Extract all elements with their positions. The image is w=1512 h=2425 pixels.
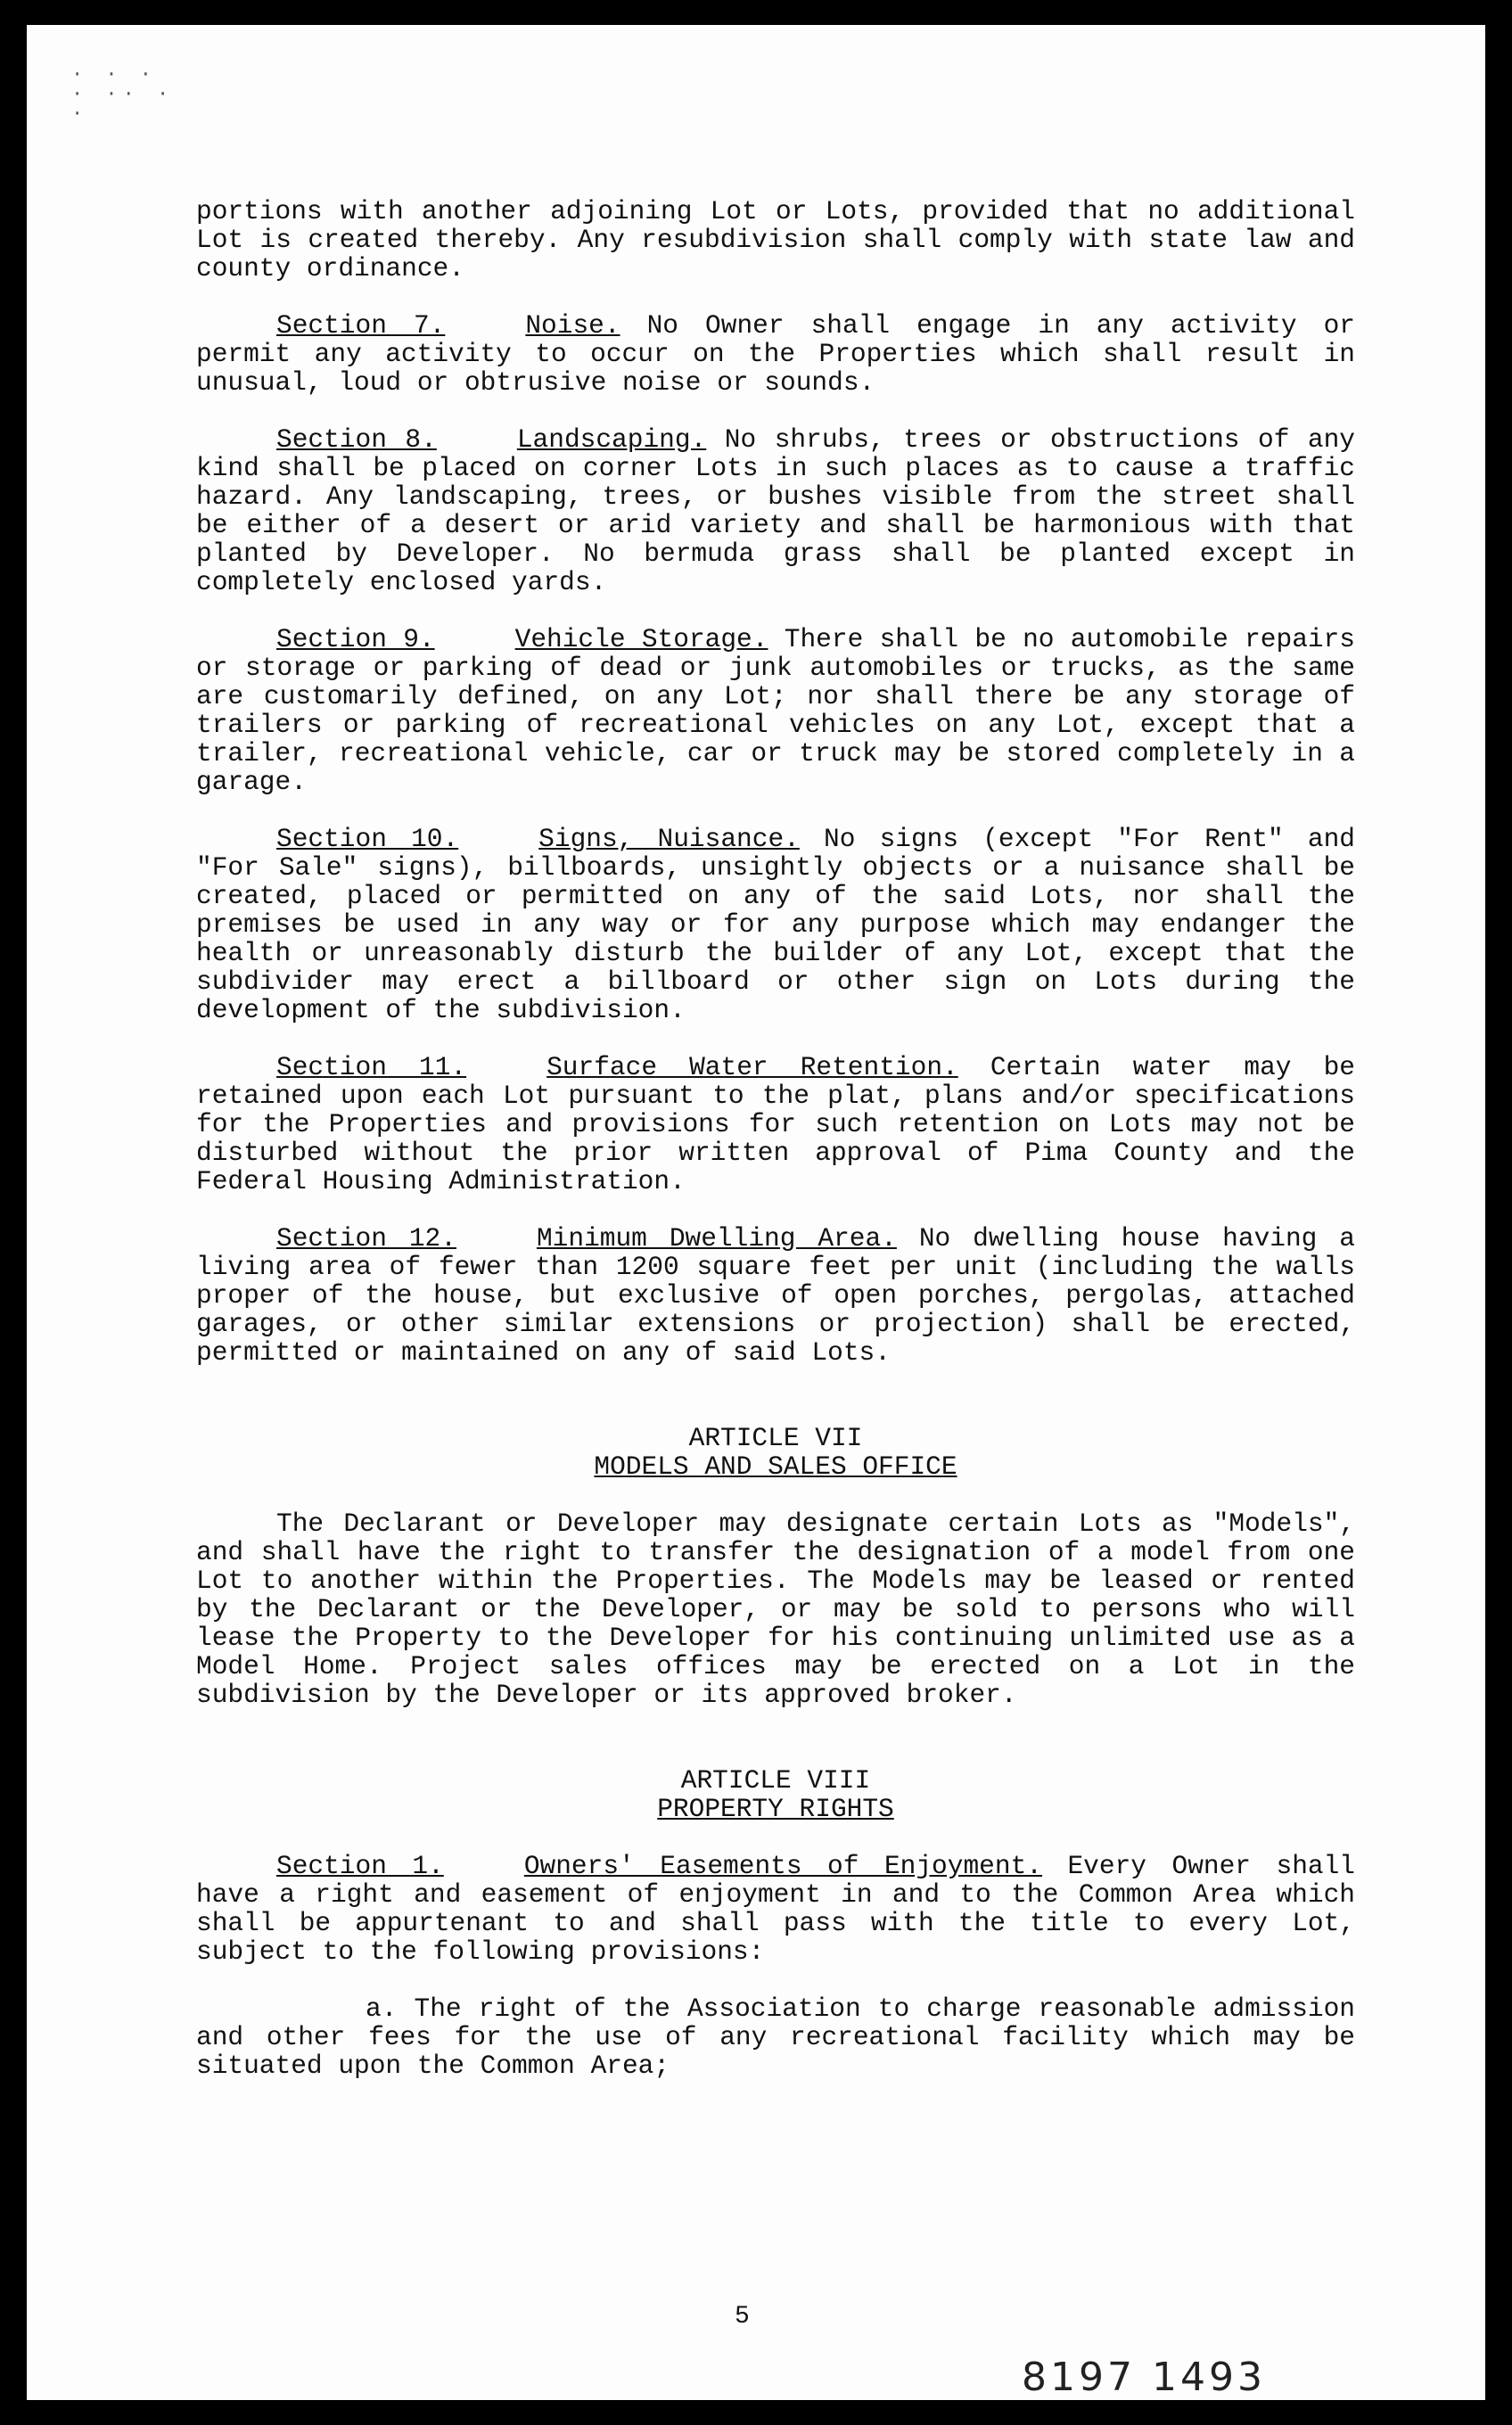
section-title: Landscaping.	[516, 424, 707, 455]
scan-artifact: · · · · ·· · ·	[71, 63, 175, 125]
section-title: Minimum Dwelling Area.	[536, 1223, 897, 1254]
section-label: Section 9.	[276, 624, 435, 654]
section-title: Noise.	[525, 310, 620, 341]
section-body: Every Owner shall have a right and easement of enjoyment in and to the Common Area which shall be appurtenant to and shall pass with the title to every Lot, subject to the following provisions:	[196, 1851, 1356, 1967]
article-title: PROPERTY RIGHTS	[657, 1794, 894, 1824]
section-title: Surface Water Retention.	[546, 1052, 958, 1082]
section-label: Section 12.	[276, 1223, 456, 1254]
section-9	[196, 625, 1355, 796]
article-7	[196, 1395, 1355, 1709]
document-body	[196, 197, 1355, 2109]
page-number: 5	[735, 2303, 750, 2330]
section-10	[196, 825, 1355, 1024]
section-7	[196, 311, 1355, 397]
section-label: Section 7.	[276, 310, 446, 341]
section-12	[196, 1224, 1355, 1367]
section-title: Vehicle Storage.	[514, 624, 768, 654]
section-body: There shall be no automobile repairs or storage or parking of dead or junk automobiles or trucks, as the same are customarily defined, on any Lot; nor shall there be any storage of trailers or parking of recreational vehicles on any Lot, except that a trailer, recreational vehicle, car or truck may be stored completely in a garage.	[196, 624, 1356, 797]
section-body: No dwelling house having a living area of fewer than 1200 square feet per unit (including the walls proper of the house, but exclusive of open porches, pergolas, attached garages, or other similar extensions or projection) shall be erected, permitted or maintained on any of said Lots.	[196, 1223, 1356, 1368]
section-label: Section 8.	[276, 424, 437, 455]
list-item-marker: a.	[366, 1993, 398, 2024]
section-title: Signs, Nuisance.	[538, 824, 800, 854]
list-item-body: The right of the Association to charge reasonable admission and other fees for the use of any recreational facility which may be situated upon the Common Area;	[196, 1993, 1355, 2081]
article-title: MODELS AND SALES OFFICE	[594, 1451, 957, 1482]
section-body: No signs (except "For Rent" and "For Sale" signs), billboards, unsightly objects or a nuisance shall be created, placed or permitted on any of the said Lots, nor shall the premises be used in any way or for any purpose which may endanger the health or unreasonably disturb the builder of any Lot, except that the subdivider may erect a billboard or other sign on Lots during the development of the subdivision.	[196, 824, 1356, 1025]
section-body: No Owner shall engage in any activity or permit any activity to occur on the Properties which shall result in unusual, loud or obtrusive noise or sounds.	[196, 310, 1355, 398]
article-heading: ARTICLE VII	[688, 1423, 863, 1453]
article-8	[196, 1738, 1355, 2080]
intro-paragraph: portions with another adjoining Lot or Lots, provided that no additional Lot is created thereby. Any resubdivision shall comply with state law and county ordinance.	[196, 196, 1355, 284]
section-11	[196, 1053, 1355, 1196]
section-label: Section 1.	[276, 1851, 444, 1881]
document-page	[27, 25, 1485, 2400]
section-body: No shrubs, trees or obstructions of any kind shall be placed on corner Lots in such places as to cause a traffic hazard. Any landscaping, trees, or bushes visible from the street shall be either of a desert or arid variety and shall be harmonious with that planted by Developer. No bermuda grass shall be planted except in completely enclosed yards.	[196, 424, 1356, 597]
section-8	[196, 425, 1355, 596]
recording-stamp: 8197 1493	[1022, 2355, 1266, 2400]
section-body: Certain water may be retained upon each Lot pursuant to the plat, plans and/or specifications for the Properties and provisions for such retention on Lots may not be disturbed without the prior written approval of Pima County and the Federal Housing Administration.	[196, 1052, 1355, 1196]
section-label: Section 11.	[276, 1052, 467, 1082]
section-title: Owners' Easements of Enjoyment.	[523, 1851, 1042, 1881]
article-body: The Declarant or Developer may designate certain Lots as "Models", and shall have the right to transfer the designation of a model from one Lot to another within the Properties. The Models may be leased or rented by the Declarant or the Developer, or may be sold to persons who will lease the Property to the Developer for his continuing unlimited use as a Model Home. Project sales offices may be erected on a Lot in the subdivision by the Developer or its approved broker.	[196, 1508, 1355, 1710]
section-label: Section 10.	[276, 824, 459, 854]
article-heading: ARTICLE VIII	[680, 1765, 871, 1796]
